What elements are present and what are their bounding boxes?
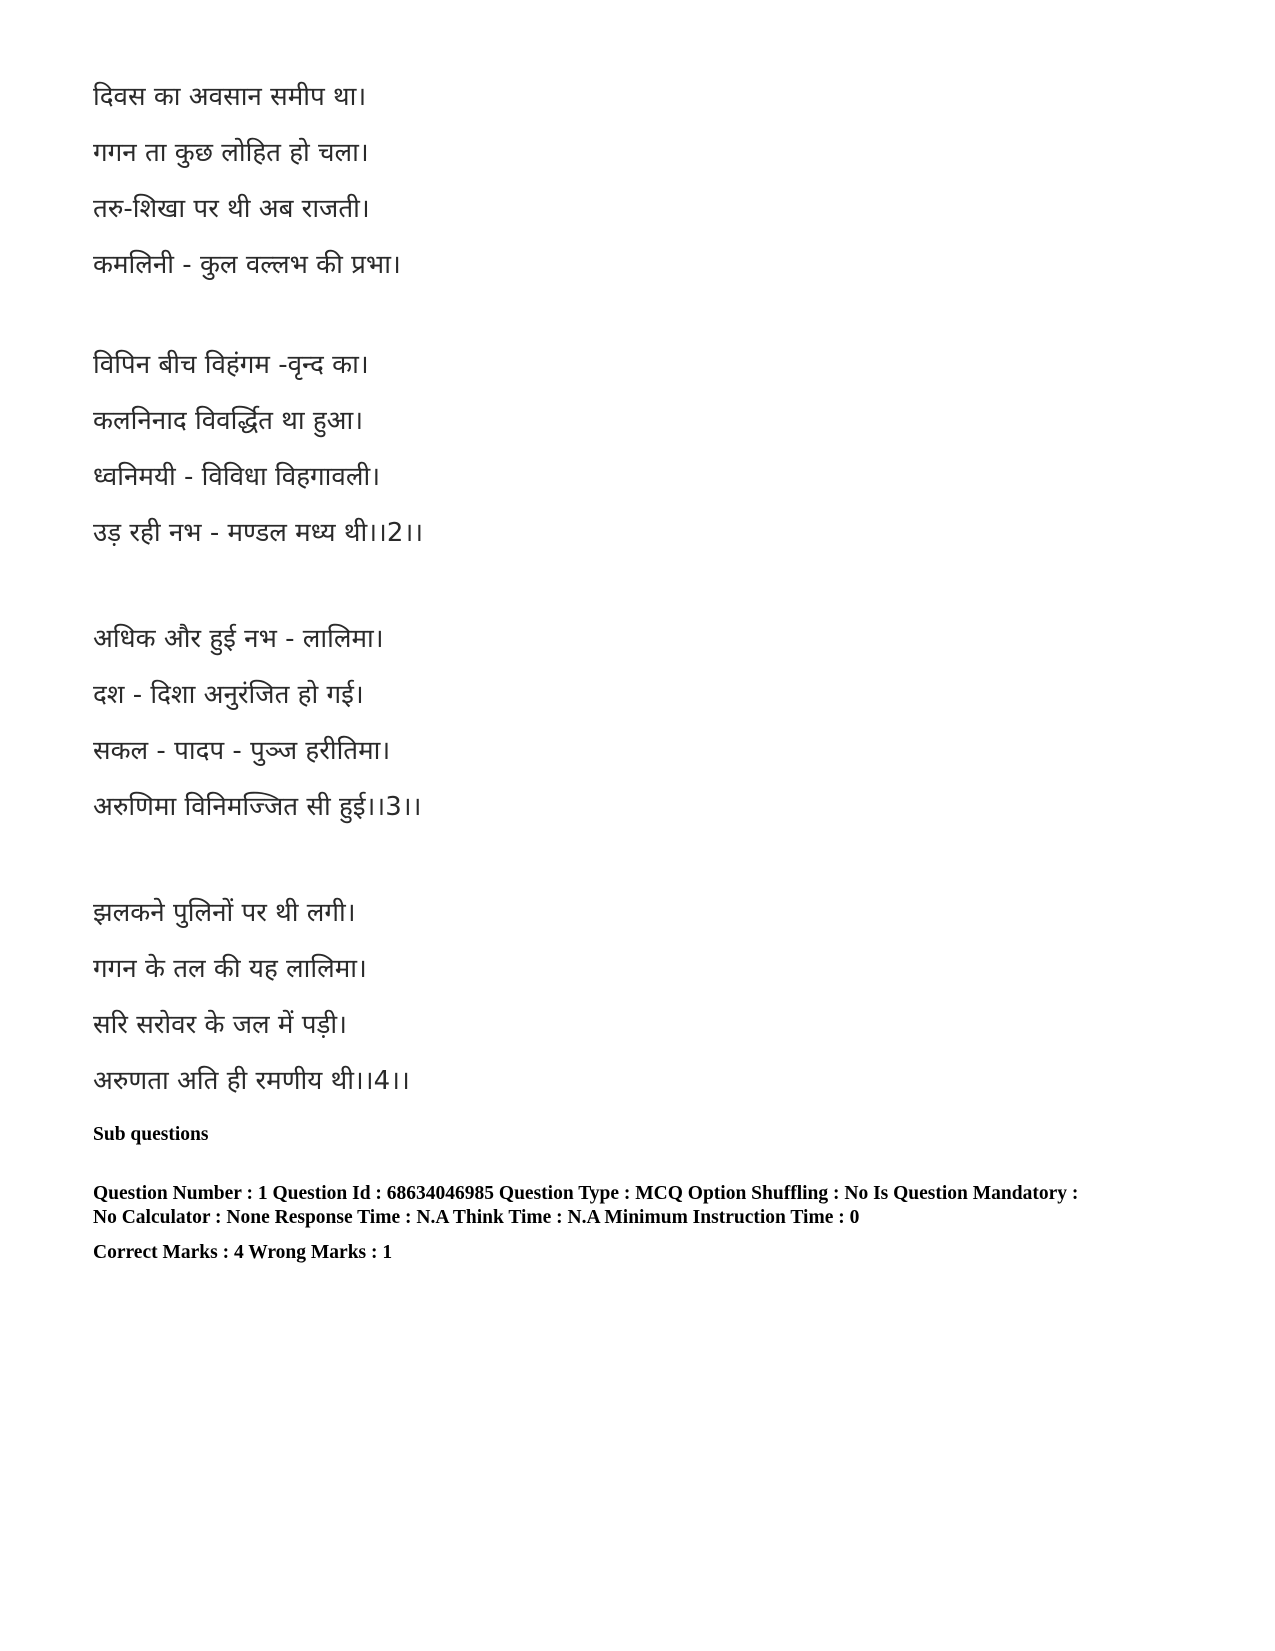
- poem-line: अधिक और हुई नभ - लालिमा।: [93, 624, 384, 654]
- poem-line: उड़ रही नभ - मण्डल मध्य थी।।2।।: [93, 518, 424, 548]
- stanza-2: [93, 337, 563, 561]
- poem-line: दिवस का अवसान समीप था।: [93, 82, 367, 112]
- poem-line: अरुणिमा विनिमज्जित सी हुई।।3।।: [93, 792, 422, 822]
- stanza-3: [93, 611, 563, 835]
- poem-line: गगन के तल की यह लालिमा।: [93, 954, 367, 984]
- poem-line: गगन ता कुछ लोहित हो चला।: [93, 138, 369, 168]
- poem-line: झलकने पुलिनों पर थी लगी।: [93, 898, 356, 928]
- poem-line: विपिन बीच विहंगम -वृन्द का।: [93, 350, 369, 380]
- poem-line: सकल - पादप - पुञ्ज हरीतिमा।: [93, 736, 391, 766]
- question-meta-line: Question Number : 1 Question Id : 68634046985 Question Type : MCQ Option Shuffling : No Is Question Mandatory :: [93, 1183, 1079, 1204]
- poem-line: दश - दिशा अनुरंजित हो गई।: [93, 680, 364, 710]
- poem-line: तरु-शिखा पर थी अब राजती।: [93, 194, 370, 224]
- question-meta: [93, 1182, 1078, 1230]
- marks-info: Correct Marks : 4 Wrong Marks : 1: [93, 1242, 393, 1263]
- poem-line: ध्वनिमयी - विविधा विहगावली।: [93, 462, 381, 492]
- stanza-1: [93, 69, 563, 293]
- poem-line: कमलिनी - कुल वल्लभ की प्रभा।: [93, 250, 401, 280]
- poem-line: सरि सरोवर के जल में पड़ी।: [93, 1010, 348, 1040]
- poem-line: अरुणता अति ही रमणीय थी।।4।।: [93, 1066, 410, 1094]
- question-meta-line: No Calculator : None Response Time : N.A Think Time : N.A Minimum Instruction Time : 0: [93, 1207, 860, 1228]
- stanza-4: [93, 885, 563, 1094]
- section-heading: Sub questions: [93, 1124, 209, 1145]
- poem-line: कलनिनाद विवर्द्धित था हुआ।: [93, 406, 364, 436]
- poem-image: [93, 64, 563, 1094]
